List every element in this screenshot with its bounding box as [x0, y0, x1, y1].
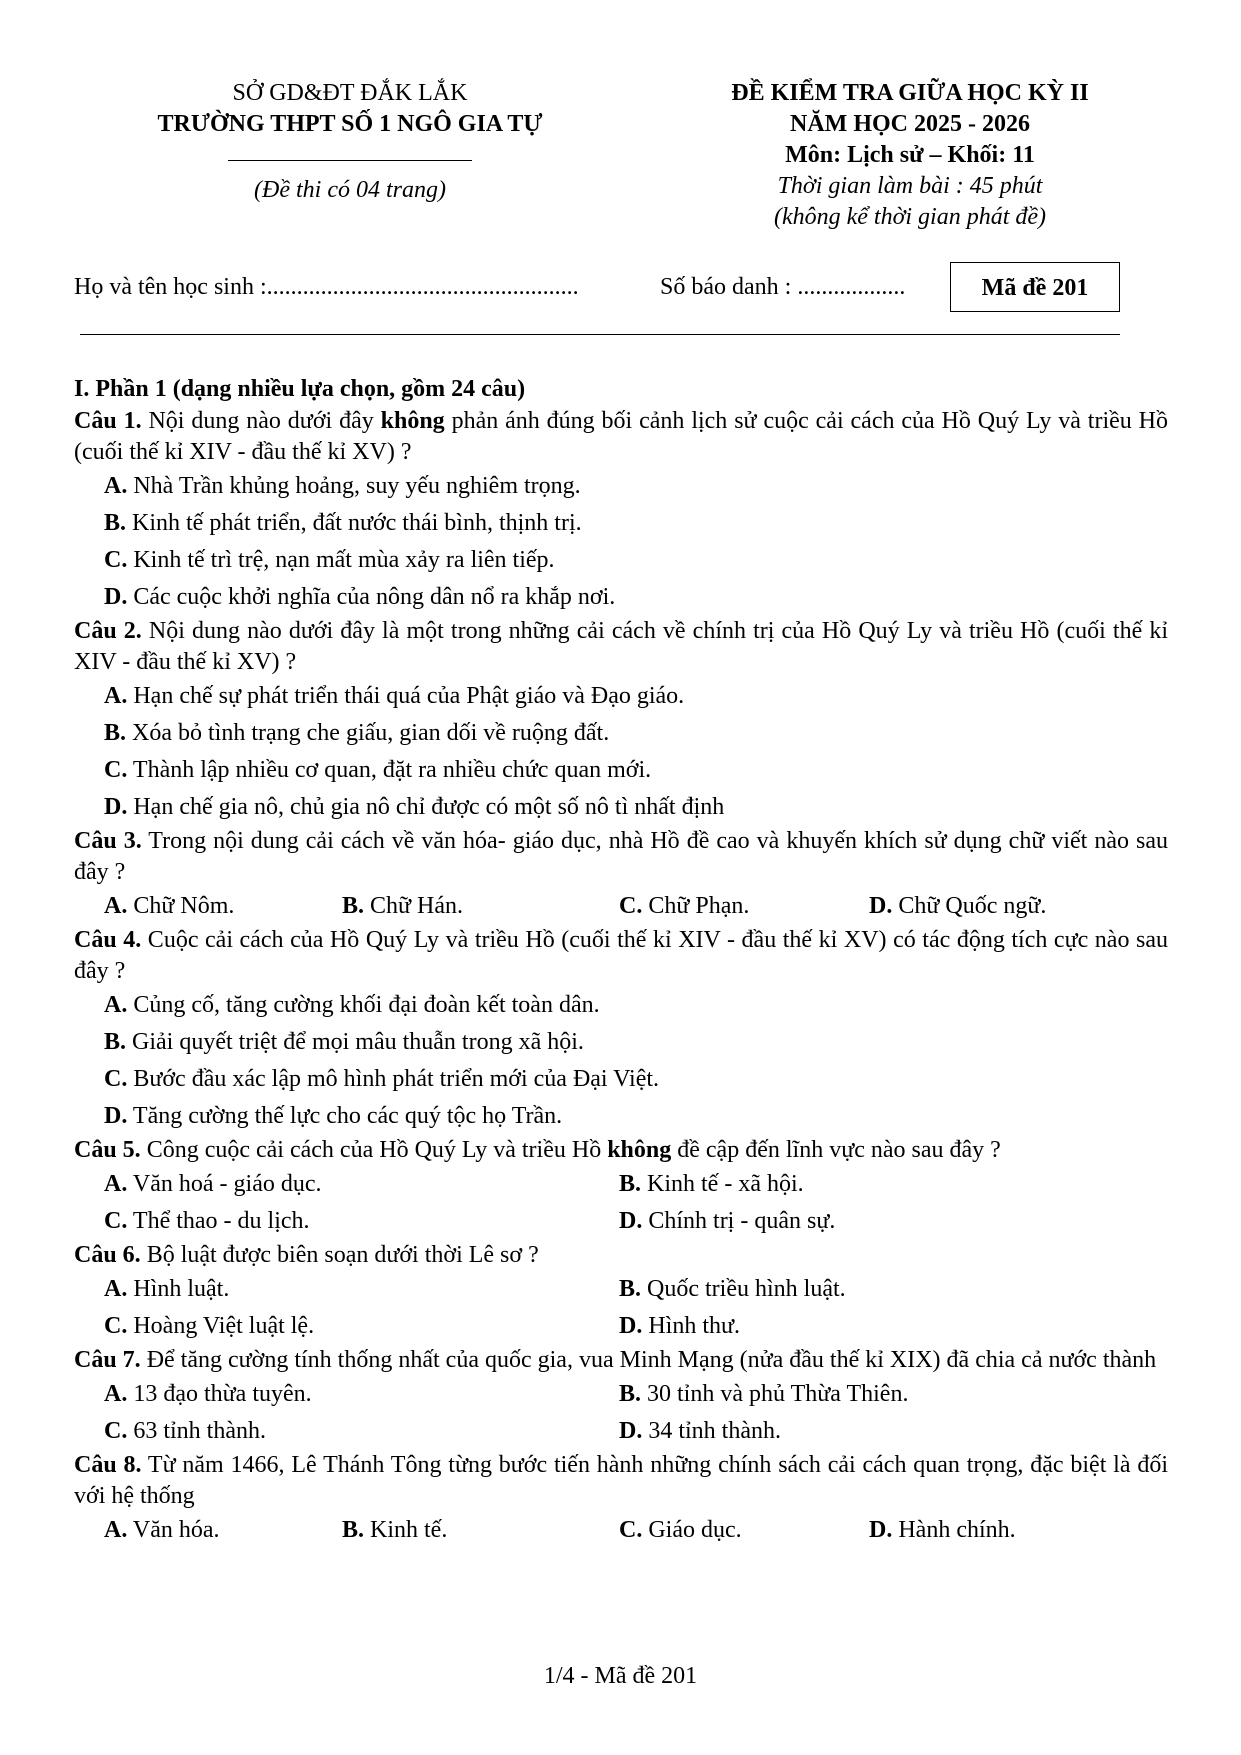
- header-separator: [80, 334, 1120, 335]
- option-a: [74, 987, 1168, 1024]
- question-label: Câu 8.: [74, 1452, 142, 1478]
- option-text: 63 tỉnh thành.: [127, 1418, 266, 1444]
- option-text: Hình thư.: [642, 1313, 741, 1339]
- options-row: [74, 1413, 1168, 1450]
- option-d: [619, 1308, 740, 1345]
- option-text: 13 đạo thừa tuyên.: [127, 1381, 312, 1407]
- question-text: Cuộc cải cách của Hồ Quý Ly và triều Hồ (cuối thế kỉ XIV - đầu thế kỉ XV) có tác động tích cực nào sau đây ?: [74, 927, 1168, 984]
- option-letter: B.: [619, 1381, 642, 1407]
- option-text: Chữ Hán.: [364, 893, 464, 919]
- option-d: [619, 1203, 835, 1240]
- options-row: [74, 1271, 1168, 1308]
- option-letter: C.: [104, 1208, 128, 1234]
- option-text: Xóa bỏ tình trạng che giấu, gian dối về ruộng đất.: [126, 720, 610, 746]
- options-row: [74, 1308, 1168, 1345]
- option-text: Giáo dục.: [642, 1517, 742, 1543]
- option-letter: C.: [104, 1313, 128, 1339]
- question-text: Nội dung nào dưới đây: [141, 408, 381, 434]
- option-letter: A.: [104, 1381, 128, 1407]
- option-c: [104, 1413, 266, 1450]
- page-footer: 1/4 - Mã đề 201: [543, 1663, 698, 1689]
- exam-title: ĐỀ KIỂM TRA GIỮA HỌC KỲ II: [731, 80, 1089, 106]
- option-letter: B.: [619, 1171, 642, 1197]
- student-name-field: Họ và tên học sinh :....................................................: [74, 274, 579, 300]
- option-text: Chữ Quốc ngữ.: [892, 893, 1047, 919]
- option-text: Kinh tế.: [364, 1517, 448, 1543]
- option-b: [619, 1166, 804, 1203]
- section-title: I. Phần 1 (dạng nhiều lựa chọn, gồm 24 câu): [74, 376, 526, 402]
- option-c: [74, 1061, 1168, 1098]
- options-row: [74, 1376, 1168, 1413]
- option-text: Hình luật.: [127, 1276, 230, 1302]
- option-b: [74, 715, 1168, 752]
- option-text: Chữ Phạn.: [642, 893, 750, 919]
- option-a: [104, 1376, 312, 1413]
- option-text: Bước đầu xác lập mô hình phát triển mới của Đại Việt.: [127, 1066, 660, 1092]
- option-letter: A.: [104, 893, 128, 919]
- option-text: 30 tỉnh và phủ Thừa Thiên.: [641, 1381, 909, 1407]
- question-label: Câu 5.: [74, 1137, 141, 1163]
- question-text: Bộ luật được biên soạn dưới thời Lê sơ ?: [140, 1242, 539, 1268]
- option-letter: B.: [342, 1517, 365, 1543]
- option-letter: D.: [619, 1418, 643, 1444]
- question-label: Câu 2.: [74, 618, 142, 644]
- student-info-row: [74, 262, 1128, 316]
- school-year: NĂM HỌC 2025 - 2026: [790, 111, 1030, 137]
- option-letter: B.: [619, 1276, 642, 1302]
- option-letter: A.: [104, 1171, 128, 1197]
- option-letter: C.: [619, 1517, 643, 1543]
- question-label: Câu 4.: [74, 927, 142, 953]
- options-row: [74, 1203, 1168, 1240]
- question-5: [74, 1135, 1168, 1166]
- option-c: [104, 1308, 314, 1345]
- option-b: [619, 1376, 908, 1413]
- option-a: [74, 678, 1168, 715]
- option-b: [342, 1512, 447, 1549]
- question-text: Nội dung nào dưới đây là một trong những cải cách về chính trị của Hồ Quý Ly và triều Hồ (cuối thế kỉ XIV - đầu thế kỉ XV) ?: [74, 618, 1168, 675]
- option-text: Nhà Trần khủng hoảng, suy yếu nghiêm trọng.: [127, 473, 581, 499]
- option-text: Củng cố, tăng cường khối đại đoàn kết toàn dân.: [127, 992, 600, 1018]
- options-row: [74, 888, 1168, 925]
- option-b: [619, 1271, 846, 1308]
- question-7: [74, 1345, 1168, 1376]
- header-right: [660, 78, 1160, 233]
- option-c: [104, 1203, 310, 1240]
- exam-content: [74, 372, 1168, 1549]
- option-a: [104, 1512, 220, 1549]
- option-d: [74, 579, 1168, 616]
- option-letter: D.: [619, 1208, 643, 1234]
- option-a: [104, 1166, 322, 1203]
- time-note: (không kể thời gian phát đề): [773, 204, 1047, 230]
- question-6: [74, 1240, 1168, 1271]
- option-text: Kinh tế - xã hội.: [641, 1171, 804, 1197]
- question-8: [74, 1450, 1168, 1512]
- question-label: Câu 6.: [74, 1242, 141, 1268]
- school-name: TRƯỜNG THPT SỐ 1 NGÔ GIA TỰ: [157, 111, 543, 137]
- option-text: Hạn chế gia nô, chủ gia nô chỉ được có một số nô tì nhất định: [127, 794, 725, 820]
- header-left: [100, 78, 600, 206]
- question-text: đề cập đến lĩnh vực nào sau đây ?: [671, 1137, 1001, 1163]
- option-text: Quốc triều hình luật.: [641, 1276, 846, 1302]
- option-b: [74, 505, 1168, 542]
- student-id-field: Số báo danh : ..................: [660, 274, 906, 300]
- subject-grade: Môn: Lịch sử – Khối: 11: [785, 142, 1035, 168]
- option-text: Kinh tế trì trệ, nạn mất mùa xảy ra liên tiếp.: [127, 547, 555, 573]
- option-c: [619, 888, 749, 925]
- option-a: [104, 888, 234, 925]
- options-row: [74, 1166, 1168, 1203]
- option-text: Giải quyết triệt để mọi mâu thuẫn trong xã hội.: [126, 1029, 584, 1055]
- option-d: [869, 1512, 1016, 1549]
- option-d: [74, 789, 1168, 826]
- question-text: Công cuộc cải cách của Hồ Quý Ly và triều Hồ: [140, 1137, 608, 1163]
- option-letter: D.: [619, 1313, 643, 1339]
- option-text: Hoàng Việt luật lệ.: [127, 1313, 315, 1339]
- option-letter: B.: [104, 720, 127, 746]
- option-d: [869, 888, 1046, 925]
- option-letter: A.: [104, 992, 128, 1018]
- option-a: [104, 1271, 229, 1308]
- option-letter: C.: [619, 893, 643, 919]
- department-name: SỞ GD&ĐT ĐẮK LẮK: [232, 80, 468, 106]
- option-text: Hành chính.: [892, 1517, 1016, 1543]
- option-text: Thể thao - du lịch.: [127, 1208, 310, 1234]
- option-letter: B.: [104, 510, 127, 536]
- option-text: Tăng cường thế lực cho các quý tộc họ Trần.: [127, 1103, 563, 1129]
- time-limit: Thời gian làm bài : 45 phút: [777, 173, 1043, 199]
- option-text: Thành lập nhiều cơ quan, đặt ra nhiều chức quan mới.: [127, 757, 652, 783]
- question-emphasis: không: [380, 408, 445, 434]
- option-letter: B.: [342, 893, 365, 919]
- question-1: [74, 406, 1168, 468]
- option-letter: C.: [104, 757, 128, 783]
- option-letter: A.: [104, 473, 128, 499]
- header-divider: [228, 160, 472, 161]
- option-letter: A.: [104, 1276, 128, 1302]
- page-count-note: (Đề thi có 04 trang): [254, 177, 446, 203]
- option-letter: C.: [104, 547, 128, 573]
- option-text: Hạn chế sự phát triển thái quá của Phật giáo và Đạo giáo.: [127, 683, 685, 709]
- option-b: [74, 1024, 1168, 1061]
- option-c: [74, 542, 1168, 579]
- option-d: [74, 1098, 1168, 1135]
- option-letter: A.: [104, 683, 128, 709]
- option-letter: A.: [104, 1517, 128, 1543]
- option-a: [74, 468, 1168, 505]
- option-letter: C.: [104, 1418, 128, 1444]
- option-text: Chữ Nôm.: [127, 893, 235, 919]
- question-emphasis: không: [607, 1137, 672, 1163]
- option-letter: D.: [104, 1103, 128, 1129]
- question-text: Từ năm 1466, Lê Thánh Tông từng bước tiến hành những chính sách cải cách quan trọng, đặc biệt là đối với hệ thống: [74, 1452, 1168, 1509]
- question-text: Trong nội dung cải cách về văn hóa- giáo dục, nhà Hồ đề cao và khuyến khích sử dụng chữ viết nào sau đây ?: [74, 828, 1168, 885]
- option-text: Các cuộc khởi nghĩa của nông dân nổ ra khắp nơi.: [127, 584, 616, 610]
- option-text: Văn hóa.: [127, 1517, 220, 1543]
- question-label: Câu 7.: [74, 1347, 141, 1373]
- option-text: 34 tỉnh thành.: [642, 1418, 781, 1444]
- option-letter: D.: [869, 893, 893, 919]
- option-c: [74, 752, 1168, 789]
- option-c: [619, 1512, 742, 1549]
- option-letter: B.: [104, 1029, 127, 1055]
- question-3: [74, 826, 1168, 888]
- option-text: Chính trị - quân sự.: [642, 1208, 836, 1234]
- question-label: Câu 1.: [74, 408, 142, 434]
- question-text: phản ánh đúng bối cảnh lịch sử cuộc cải cách của Hồ Quý Ly và triều Hồ (cuối thế kỉ XIV - đầu thế kỉ XV) ?: [74, 408, 1168, 465]
- option-text: Văn hoá - giáo dục.: [127, 1171, 322, 1197]
- question-text: Để tăng cường tính thống nhất của quốc gia, vua Minh Mạng (nửa đầu thế kỉ XIX) đã chia cả nước thành: [140, 1347, 1157, 1373]
- option-letter: D.: [869, 1517, 893, 1543]
- option-letter: D.: [104, 794, 128, 820]
- option-letter: C.: [104, 1066, 128, 1092]
- option-letter: D.: [104, 584, 128, 610]
- exam-code-box: Mã đề 201: [950, 262, 1120, 312]
- question-label: Câu 3.: [74, 828, 142, 854]
- option-d: [619, 1413, 781, 1450]
- option-b: [342, 888, 463, 925]
- question-2: [74, 616, 1168, 678]
- option-text: Kinh tế phát triển, đất nước thái bình, thịnh trị.: [126, 510, 582, 536]
- question-4: [74, 925, 1168, 987]
- options-row: [74, 1512, 1168, 1549]
